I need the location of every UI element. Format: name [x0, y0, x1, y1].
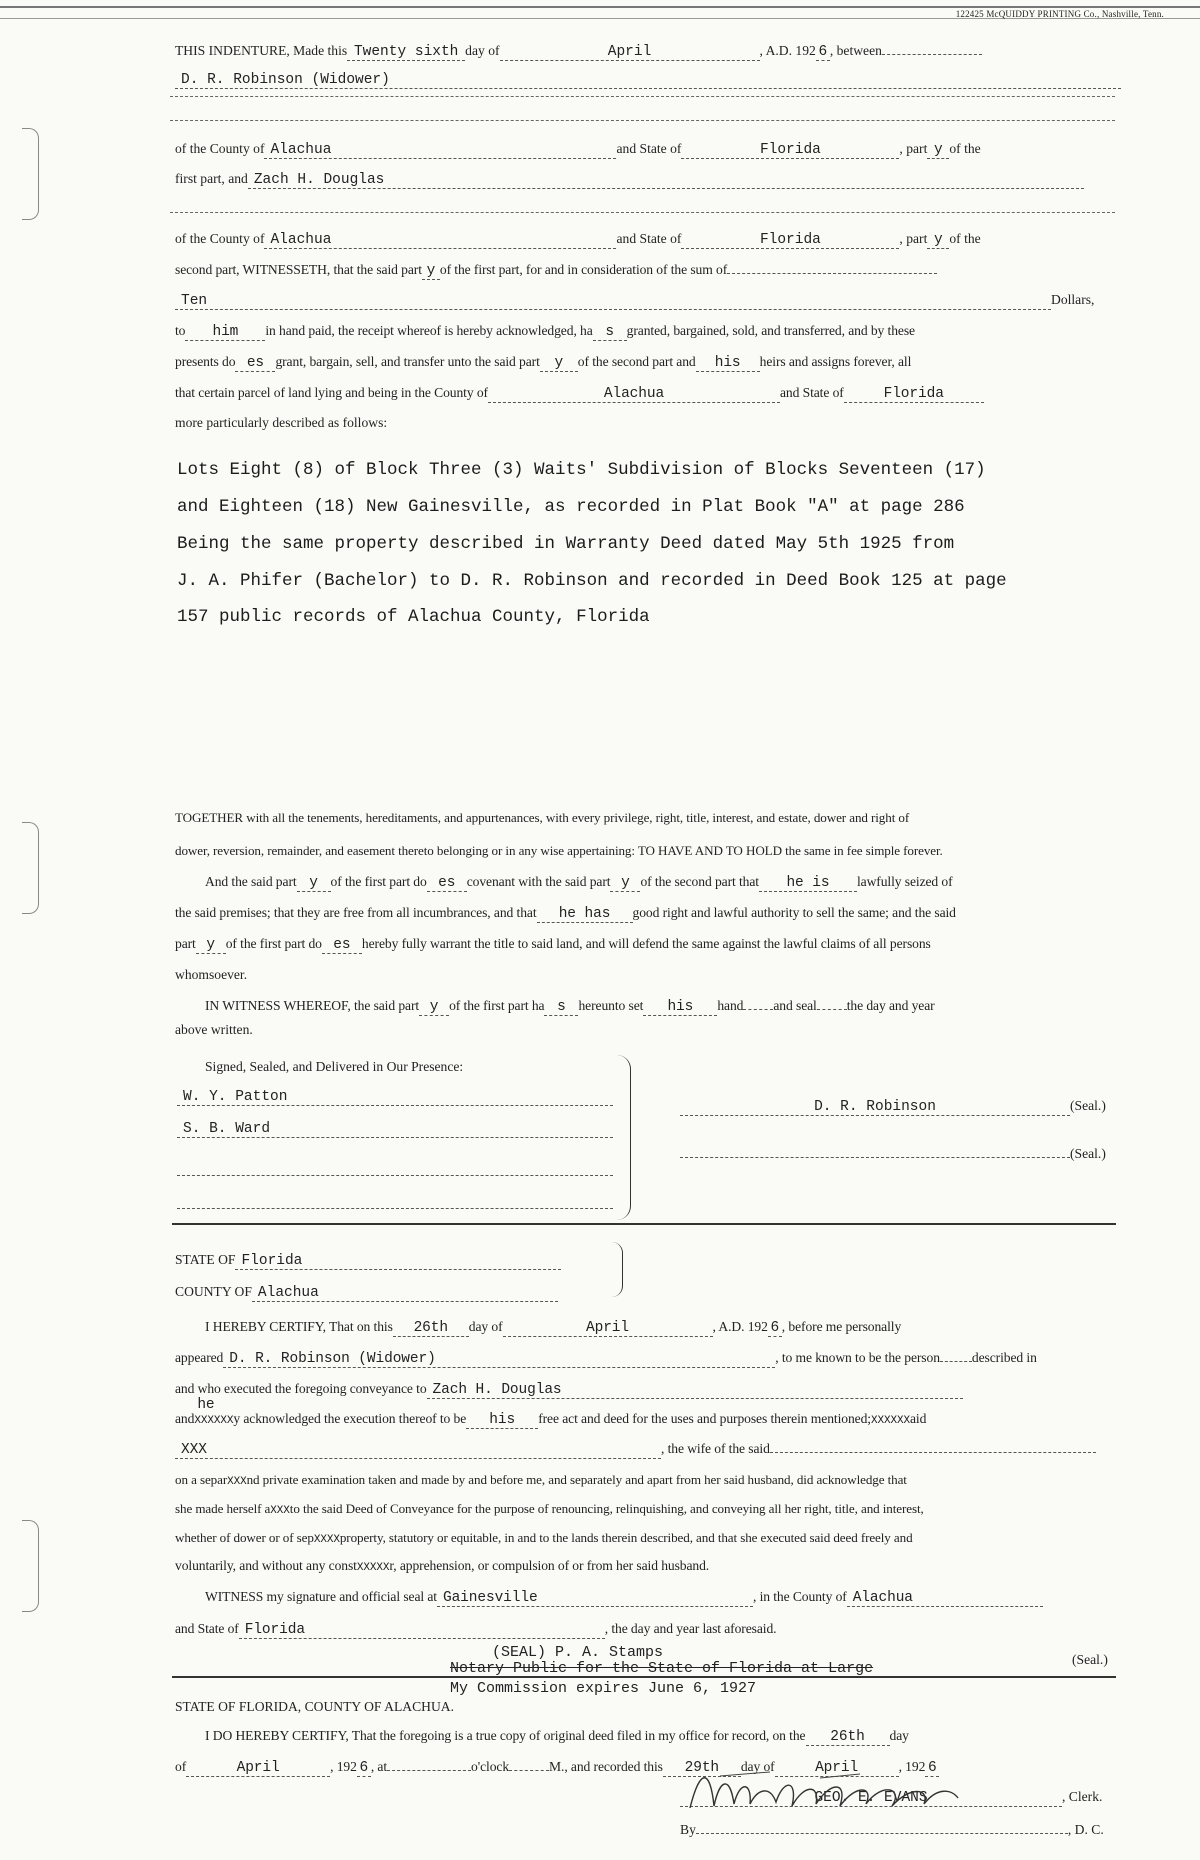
label-day-of: day of [468, 1319, 503, 1334]
severally-struck [194, 1397, 234, 1428]
section-rule [172, 1676, 1116, 1678]
label-separate: on a separ [175, 1472, 228, 1487]
struck-text: XXXX [313, 1534, 340, 1546]
voluntarily-line [175, 1557, 1120, 1577]
field-blank [509, 1770, 549, 1771]
label-of-the: of the [949, 231, 981, 246]
county-line-1 [175, 140, 1120, 159]
binder-hole [22, 128, 39, 220]
field-to-whom: him [185, 324, 265, 341]
field-part-y: y [196, 937, 226, 954]
parcel-line [175, 384, 1120, 403]
label-at: , at [370, 1759, 388, 1774]
label-year: , 192 [330, 1759, 357, 1774]
witness-whereof-line [205, 997, 1120, 1016]
field-he-is: he is [759, 875, 857, 892]
field-does-es: es [427, 875, 467, 892]
label-voluntarily: voluntarily, and without any const [175, 1558, 357, 1573]
blank-line [170, 212, 1115, 213]
field-his: his [643, 999, 717, 1016]
legal-line-5: 157 public records of Alachua County, Florida [177, 607, 650, 627]
label-grant: grant, bargain, sell, and transfer unto the said part [275, 354, 540, 369]
field-part-y: y [610, 875, 640, 892]
field-deputy [696, 1833, 1068, 1834]
label-premises: the said premises; that they are free from all incumbrances, and that [175, 905, 537, 920]
recording-heading: STATE OF FLORIDA, COUNTY OF ALACHUA. [175, 1699, 454, 1714]
field-part-y: y [927, 142, 949, 159]
witnesseth-line [175, 261, 1120, 280]
label-dollars: Dollars, [1051, 292, 1095, 307]
label-second-that: of the second part that [640, 874, 759, 889]
label-m: M., and recorded this [549, 1759, 663, 1774]
label-warrant: hereby fully warrant the title to said land, and will defend the same against the lawful claims of all persons [361, 936, 931, 951]
field-has-s: s [544, 999, 578, 1016]
struck-text: XXX [270, 1505, 290, 1517]
label-whether: whether of dower or of sep [175, 1530, 314, 1545]
field-witness-2: S. B. Ward [177, 1121, 613, 1138]
label-recording-certify: I DO HEREBY CERTIFY, That the foregoing is a true copy of original deed filed in my office for record, on the [205, 1728, 806, 1743]
label-county-of: of the County of [175, 141, 265, 156]
label-part: part [175, 936, 196, 951]
ack-county-line [175, 1283, 1120, 1302]
label-between: , between [829, 43, 882, 58]
label-and-state: and State of [175, 1621, 239, 1636]
label-in-county: , in the County of [752, 1589, 847, 1604]
label-and: and [175, 1411, 195, 1426]
label-witness-my: WITNESS my signature and official seal at [205, 1589, 437, 1604]
field-county-1: Alachua [264, 142, 616, 159]
field-witness-state: Florida [239, 1622, 605, 1639]
label-covenant-with: covenant with the said part [466, 874, 611, 889]
field-county-2: Alachua [264, 232, 616, 249]
covenant-line-2 [175, 904, 1120, 923]
presents-line [175, 353, 1120, 372]
field-first-party: D. R. Robinson (Widower) [175, 72, 1121, 89]
field-grantor: D. R. Robinson [680, 1099, 1070, 1116]
label-presents: presents do [175, 354, 236, 369]
field-ack-year: 6 [768, 1320, 782, 1337]
struck-text: XXXXX [356, 1562, 390, 1574]
label-whether-rest: property, statutory or equitable, in and to the lands therein described, and that she executed said deed freely and [339, 1530, 913, 1545]
label-day-of: day of [740, 1759, 775, 1774]
label-certify: I HEREBY CERTIFY, That on this [205, 1319, 393, 1334]
executed-line [175, 1380, 1120, 1399]
label-seal: (Seal.) [1070, 1098, 1106, 1113]
deputy-signature [680, 1758, 970, 1818]
label-of: of [175, 1759, 187, 1774]
ack-state-line [175, 1251, 1120, 1270]
label-by: By [680, 1822, 696, 1837]
label-aid: aid [909, 1411, 927, 1426]
label-granted: granted, bargained, sold, and transferred, and by these [626, 323, 915, 338]
field-wife-struck: XXX [175, 1442, 661, 1459]
label-county-of: COUNTY OF [175, 1284, 252, 1299]
field-blank [743, 1009, 773, 1010]
label-lawfully: lawfully seized of [856, 874, 953, 889]
field-blank [817, 1009, 847, 1010]
label-parcel: that certain parcel of land lying and being in the County of [175, 385, 488, 400]
label-state-of: STATE OF [175, 1252, 236, 1267]
witness-1 [177, 1088, 613, 1106]
label-to: to [175, 323, 186, 338]
field-filed-year: 6 [357, 1760, 371, 1777]
field-has-s: s [593, 324, 627, 341]
field-his: his [466, 1412, 538, 1429]
commission-expires: My Commission expires June 6, 1927 [450, 1680, 757, 1697]
field-part-y: y [297, 875, 331, 892]
label-seal: and seal [773, 998, 817, 1013]
recording-certify-line [205, 1727, 1120, 1746]
binder-hole [22, 1520, 39, 1612]
notary-title: Notary Public for the State of Florida at Large [450, 1660, 1040, 1678]
printer-imprint: 122425 McQUIDDY PRINTING Co., Nashville, Tenn. [955, 9, 1164, 19]
label-before-me: , before me personally [781, 1319, 902, 1334]
signed-sealed-heading: Signed, Sealed, and Delivered in Our Presence: [205, 1059, 464, 1074]
legal-line-3: Being the same property described in Warranty Deed dated May 5th 1925 from [177, 534, 955, 554]
hand-paid-line [175, 322, 1120, 341]
and-state-line [175, 1620, 1120, 1639]
field-grantee: Zach H. Douglas [427, 1382, 963, 1399]
label-state-of: and State of [616, 231, 682, 246]
field-second-party: Zach H. Douglas [248, 172, 1084, 189]
witness-my-line [205, 1588, 1120, 1607]
legal-line-2: and Eighteen (18) New Gainesville, as recorded in Plat Book "A" at page 286 [177, 497, 965, 517]
label-day-year: the day and year [846, 998, 935, 1013]
label-part: , part [899, 231, 928, 246]
label-of-the: of the [949, 141, 981, 156]
wife-line [175, 1440, 1120, 1459]
certify-line [205, 1318, 1120, 1337]
section-rule [172, 1223, 1116, 1225]
struck-text: XXX [227, 1476, 247, 1488]
field-part-y: y [419, 999, 449, 1016]
second-seal [680, 1146, 1106, 1162]
label-first-do: of the first part do [225, 936, 322, 951]
whether-line [175, 1529, 1120, 1549]
indenture-line-2 [175, 70, 1120, 89]
whomsoever-line: whomsoever. [175, 967, 248, 982]
label-seal: (Seal.) [1070, 1146, 1106, 1161]
notary-seal-name: (SEAL) P. A. Stamps [492, 1644, 664, 1661]
field-filed-day: 26th [806, 1729, 890, 1746]
field-his: his [696, 355, 760, 372]
field-he-has: he has [537, 906, 633, 923]
covenant-line-1 [205, 873, 1120, 892]
label-separate-rest: nd private examination taken and made by and before me, and separately and apart from her said husband, did acknowledge that [246, 1472, 907, 1487]
label-executed: and who executed the foregoing conveyance to [175, 1381, 427, 1396]
indenture-line-1 [175, 42, 1120, 61]
brace [612, 1055, 631, 1220]
label-oclock: o'clock [471, 1759, 510, 1774]
field-ack-county: Alachua [252, 1285, 558, 1302]
label-day-of: day of [465, 43, 500, 58]
field-ack-day: 26th [393, 1320, 469, 1337]
struck-text: XXXXXX [194, 1415, 234, 1427]
field-ack-state: Florida [235, 1253, 561, 1270]
label-in-hand: in hand paid, the receipt whereof is hereby acknowledged, ha [265, 323, 593, 338]
label-ack-text: y acknowledged the execution thereof to be [233, 1411, 467, 1426]
label-county-of: of the County of [175, 231, 265, 246]
binder-hole [22, 822, 39, 914]
witness-2 [177, 1120, 613, 1138]
first-part-line [175, 170, 1120, 189]
together-line: TOGETHER with all the tenements, hereditaments, and appurtenances, with every privilege, right, title, interest, and estate, dower and right of [175, 810, 910, 825]
label-last-aforesaid: , the day and year last aforesaid. [604, 1621, 777, 1636]
sum-line [175, 291, 1120, 310]
legal-line-1: Lots Eight (8) of Block Three (3) Waits' Subdivision of Blocks Seventeen (17) [177, 460, 986, 480]
label-made-this: THIS INDENTURE, Made this [175, 43, 348, 58]
brace [612, 1242, 623, 1297]
field-rec-day: 29th [663, 1760, 741, 1777]
label-free-act: free act and deed for the uses and purposes therein mentioned; [538, 1411, 871, 1426]
label-first-has: of the first part ha [449, 998, 545, 1013]
label-of-second-and: of the second part and [577, 354, 696, 369]
above-written-line: above written. [175, 1022, 253, 1037]
blank-line [177, 1175, 613, 1176]
label-to-deed: to the said Deed of Conveyance for the purpose of renouncing, relinquishing, and conveying all her right, title, and interest, [289, 1501, 924, 1516]
field-blank [727, 273, 937, 274]
label-state-of: and State of [616, 141, 682, 156]
label-first-part-and: first part, and [175, 171, 248, 186]
label-witnesseth: second part, WITNESSETH, that the said part [175, 262, 422, 277]
field-rec-month: April [775, 1760, 899, 1777]
notary-seal-label: (Seal.) [1072, 1652, 1108, 1667]
label-voluntarily-rest: r, apprehension, or compulsion of or from her said husband. [389, 1558, 710, 1573]
field-blank [680, 1157, 1070, 1158]
field-state-2: Florida [681, 232, 899, 249]
field-county-3: Alachua [488, 386, 780, 403]
separate-line [175, 1471, 1120, 1491]
blank-line [177, 1208, 613, 1209]
acknowledged-line [175, 1397, 1120, 1430]
label-known: , to me known to be the person [775, 1350, 940, 1365]
top-rule [0, 6, 1200, 8]
field-witness-county: Alachua [847, 1590, 1043, 1607]
field-rec-year: 6 [925, 1760, 939, 1777]
label-wife: , the wife of the said [661, 1441, 770, 1456]
label-of-first-does: of the first part do [330, 874, 427, 889]
label-witness-whereof: IN WITNESS WHEREOF, the said part [205, 998, 420, 1013]
field-year: 6 [816, 44, 830, 61]
field-place: Gainesville [437, 1590, 753, 1607]
field-state-3: Florida [844, 386, 984, 403]
label-clerk: , Clerk. [1062, 1789, 1103, 1804]
label-appeared: appeared [175, 1350, 224, 1365]
county-line-2 [175, 230, 1120, 249]
label-hand: hand [717, 998, 744, 1013]
deputy-clerk-line [680, 1822, 1104, 1838]
label-described-in: described in [971, 1350, 1037, 1365]
label-dc: , D. C. [1067, 1822, 1104, 1837]
label-hereunto: hereunto set [578, 998, 644, 1013]
field-he: he [197, 1397, 215, 1413]
grantor-signature [680, 1098, 1106, 1116]
field-blank [940, 1361, 972, 1362]
appeared-line [175, 1349, 1120, 1368]
label-year: , 192 [898, 1759, 926, 1774]
field-does-es: es [235, 355, 275, 372]
label-good-right: good right and lawful authority to sell the same; and the said [632, 905, 956, 920]
field-witness-1: W. Y. Patton [177, 1089, 613, 1106]
legal-line-4: J. A. Phifer (Bachelor) to D. R. Robinson and recorded in Deed Book 125 at page [177, 571, 1007, 591]
covenant-line-3 [175, 935, 1120, 954]
label-and-said: And the said part [205, 874, 297, 889]
field-sum: Ten [175, 293, 1051, 310]
described-line: more particularly described as follows: [175, 415, 388, 430]
field-month: April [500, 44, 760, 61]
label-ad: , A.D. 192 [759, 43, 816, 58]
field-does-es: es [322, 937, 362, 954]
dower-line: dower, reversion, remainder, and easement thereto belonging or in any wise appertaining: TO HAVE AND TO HOLD the same in fee simple forever. [175, 843, 943, 858]
field-ack-month: April [503, 1320, 713, 1337]
field-blank [882, 54, 982, 55]
label-ad: , A.D. 192 [712, 1319, 768, 1334]
field-blank [770, 1452, 1096, 1453]
she-made-line [175, 1500, 1120, 1520]
field-state-1: Florida [681, 142, 899, 159]
label-day: day [889, 1728, 909, 1743]
field-part-y: y [927, 232, 949, 249]
label-she-made: she made herself a [175, 1501, 271, 1516]
field-clerk-name: GEO. E. EVANS [680, 1790, 1062, 1807]
label-state-of: and State of [779, 385, 844, 400]
label-part: , part [899, 141, 928, 156]
blank-line [170, 120, 1115, 121]
label-consideration: of the first part, for and in consideration of the sum of [439, 262, 728, 277]
field-blank [387, 1770, 471, 1771]
struck-text: XXXXXX [870, 1415, 910, 1427]
field-day: Twenty sixth [347, 44, 465, 61]
label-heirs: heirs and assigns forever, all [759, 354, 912, 369]
field-appeared: D. R. Robinson (Widower) [223, 1351, 775, 1368]
blank-line [170, 96, 1115, 97]
field-part-y: y [422, 263, 440, 280]
field-filed-month: April [186, 1760, 330, 1777]
field-part-y: y [540, 355, 578, 372]
